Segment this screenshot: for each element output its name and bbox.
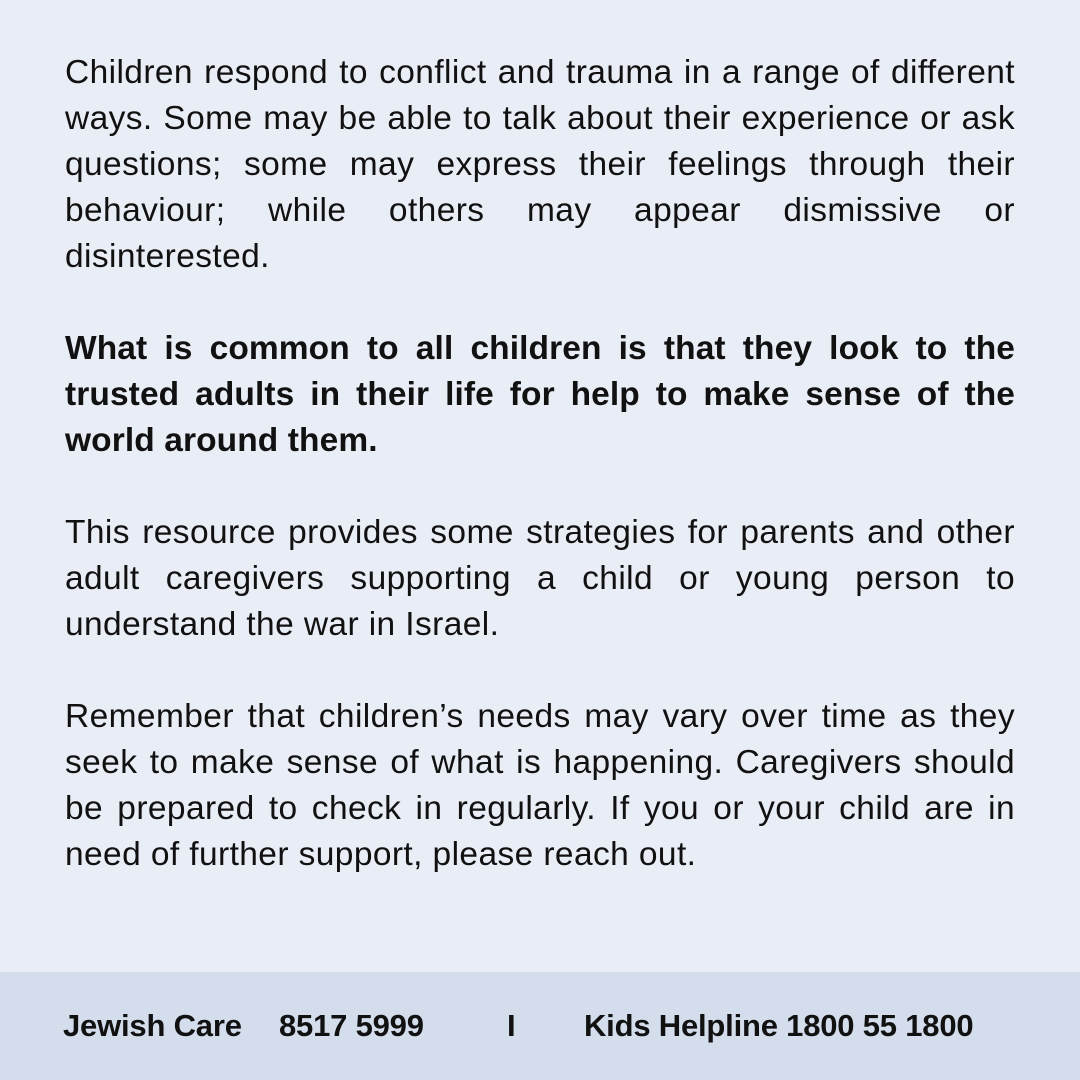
key-message-paragraph: What is common to all children is that they look to the trusted adults in their life for help to make sense of the world around them. xyxy=(65,330,1015,459)
reminder-paragraph: Remember that children’s needs may vary over time as they seek to make sense of what is happening. Caregivers should be prepared to check in regularly. If you or your child are in need of further support, please reach out. xyxy=(65,698,1015,873)
contact-footer xyxy=(0,972,1080,1080)
jewish-care-label: Jewish Care xyxy=(63,1008,242,1043)
resource-description-paragraph: This resource provides some strategies for parents and other adult caregivers supporting a child or young person to understand the war in Israel. xyxy=(65,514,1015,643)
main-content xyxy=(65,50,1015,924)
kids-helpline-contact: Kids Helpline 1800 55 1800 xyxy=(584,1008,974,1043)
intro-paragraph: Children respond to conflict and trauma in a range of different ways. Some may be able to talk about their experience or ask questions; some may express their feelings through their behaviour; while others may appear dismissive or disinterested. xyxy=(65,54,1015,275)
footer-separator: I xyxy=(507,1008,516,1043)
jewish-care-phone: 8517 5999 xyxy=(279,1008,424,1043)
